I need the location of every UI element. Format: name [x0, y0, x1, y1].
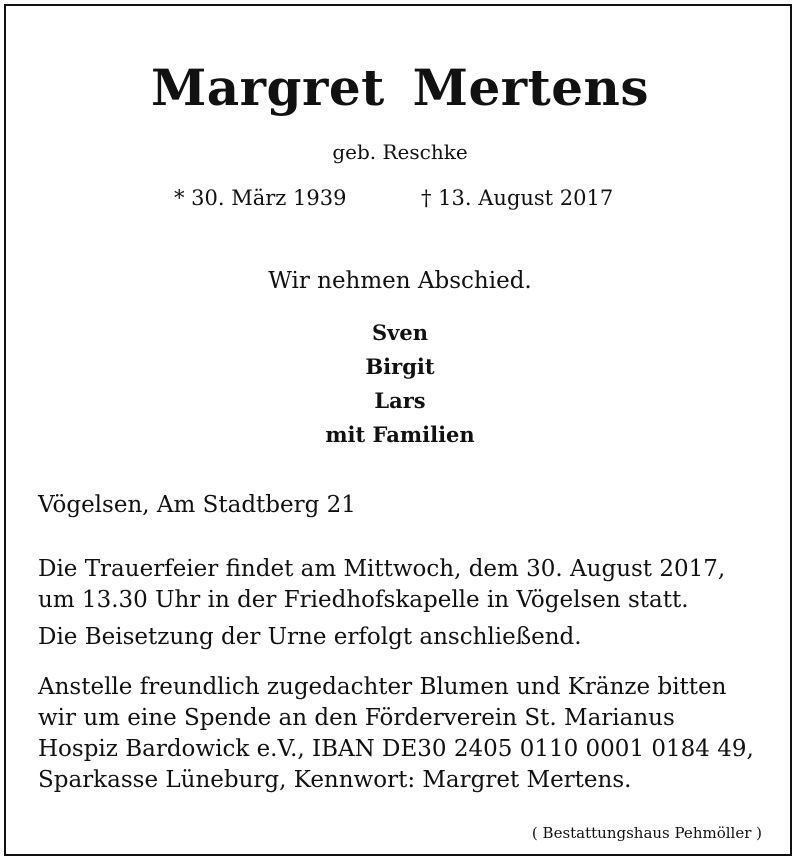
birth-date: * 30. März 1939 — [174, 186, 347, 210]
family-address: Vögelsen, Am Stadtberg 21 — [38, 492, 356, 518]
mourners-list — [0, 316, 800, 452]
funeral-service-paragraph: Die Trauerfeier findet am Mittwoch, dem 30. August 2017, um 13.30 Uhr in der Friedhofskapelle in Vögelsen statt. — [38, 556, 726, 613]
donation-paragraph: Anstelle freundlich zugedachter Blumen und Kränze bitten wir um eine Spende an den Förderverein St. Marianus Hospiz Bardowick e.V., IBAN DE30 2405 0110 0001 0184 49, Sparkasse Lüneburg, Kennwort: Margret Mertens. — [38, 674, 754, 793]
burial-paragraph: Die Beisetzung der Urne erfolgt anschließend. — [38, 624, 582, 650]
mourner-name: Sven — [372, 320, 428, 345]
mourner-name: Birgit — [365, 354, 435, 379]
farewell-line: Wir nehmen Abschied. — [268, 268, 532, 294]
maiden-name: geb. Reschke — [332, 140, 468, 164]
undertaker-credit: ( Bestattungshaus Pehmöller ) — [531, 824, 762, 842]
death-date: † 13. August 2017 — [421, 186, 614, 210]
deceased-name: Margret Mertens — [150, 58, 650, 117]
mourner-families: mit Familien — [325, 422, 475, 447]
mourner-name: Lars — [374, 388, 426, 413]
